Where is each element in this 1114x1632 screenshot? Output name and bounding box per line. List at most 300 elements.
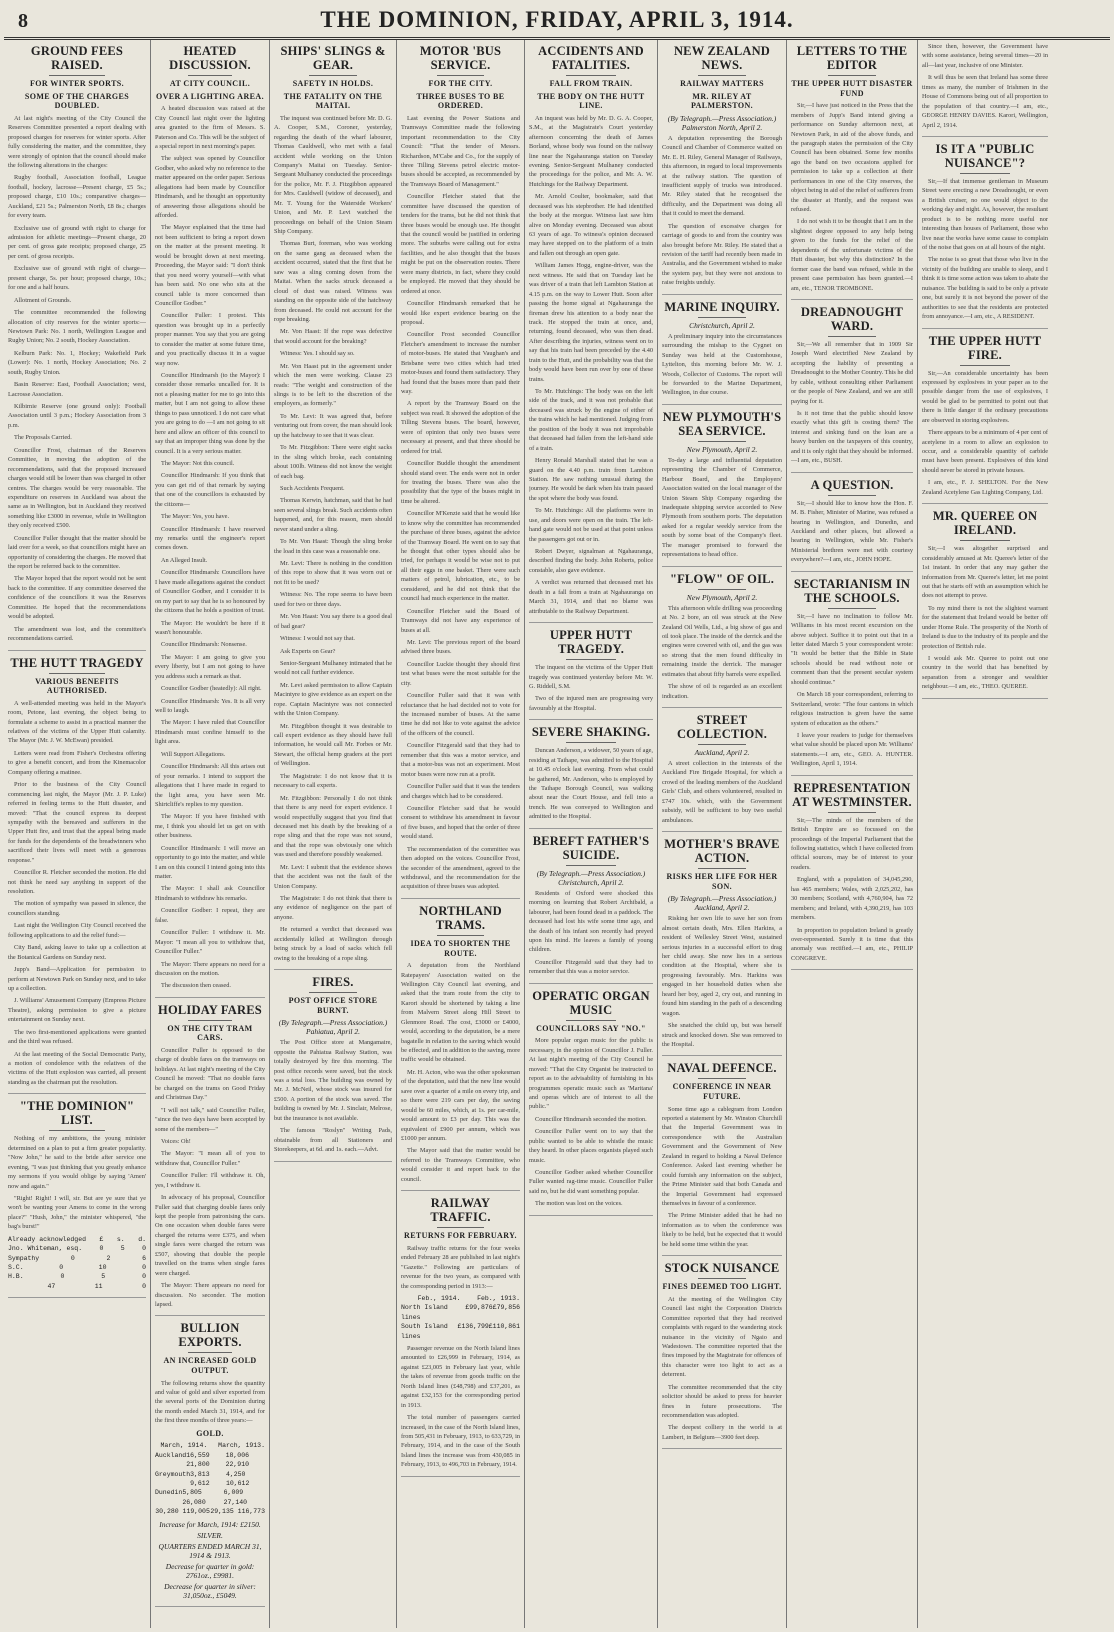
article	[662, 1061, 782, 1249]
article-paragraph: Kelburn Park: No. 1, Hockey; Wakefield Park (Lower): No. 1 north, Hockey Association; No. 2 south, Rugby Union.	[8, 349, 146, 376]
article-paragraph: Councillor Hindmarsh: I will move an opportunity to go into the matter, and while I am on this council I intend going into this matter.	[155, 844, 265, 880]
article-paragraph: At last night's meeting of the City Council the Reserves Committee presented a report dealing with proposed charges for reserves for winter sports. After fully considering the matter, and the committee, they were strongly of opinion that the council should make the following alterations in the charges:	[8, 114, 146, 169]
article-paragraph: Such Accidents Frequent.	[280, 484, 345, 492]
article-paragraph: Prior to the business of the City Council commencing last night, the Mayor (Mr. J. P. Luke) referred in feeling terms to the Hutt disaster, and moved: "That the council express its deepest sympathy with the bereaved and sufferers in the Upper Hutt fire, and trust that the appeal being made for funds for the dependents of the breadwinners who sacrificed their lives will meet with a generous response."	[8, 781, 146, 864]
article-separator	[8, 1093, 146, 1094]
article-paragraph: A verdict was returned that deceased met his death in a fall from a train at Ngahauranga on March 31, 1914, and that no blame was attributable to the Railway Department.	[529, 579, 653, 615]
table-cell: 0	[60, 1273, 65, 1281]
headline-rule	[828, 336, 877, 337]
headline-rule	[188, 75, 232, 76]
table-cell: Jno. Whiteman, esq.	[8, 1245, 83, 1253]
headline-rule	[566, 742, 616, 743]
article-paragraph: Witness: No. The rope seems to have been used for two or three days.	[274, 591, 392, 608]
column-1	[4, 40, 151, 1628]
article-paragraph: Councillor Fuller said that it was with reluctance that he had decided not to vote for the increased number of buses. At the same time he did not like to vote against the advice of the officers of the council.	[401, 692, 520, 737]
article-paragraph: An Alleged Insult.	[161, 556, 208, 564]
article-paragraph: The Mayor explained that the time had not been sufficient to bring a report down on the matter at the present meeting. It would be brought down at next meeting. Proceeding, the Mayor said: "I don't think that you need worry yourself—with what has been said. No one who sits at the council table is more concerned than Councillor Godber."	[155, 224, 265, 307]
article-paragraph: Mr. Fitzgibbon thought it was desirable to call expert evidence as they should have full information, he would call Mr. Forbes or Mr. Stewart, the official hemp graders at the port of Wellington.	[274, 722, 392, 768]
headline-rule	[698, 868, 746, 869]
table-footer-line: Decrease for quarter in gold: 2761oz., £9981.	[165, 1561, 255, 1580]
headline-rule	[437, 75, 485, 76]
article-paragraph: A report by the Tramway Board on the subject was read. It showed the adoption of the Tilling Stevens buses. The board, however, were of opinion that only two buses were necessary at present, and that three should be ordered for trial.	[401, 400, 520, 455]
article	[922, 42, 1048, 130]
article-separator	[274, 1161, 392, 1162]
article	[155, 1321, 265, 1599]
article-paragraph: Since then, however, the Government have with some assistance, being several times—20 in all—last year, inclusive of one Minister.	[922, 43, 1048, 69]
article-paragraph: She snatched the child up, but was herself struck and knocked down. She was removed to the Hospital.	[662, 1022, 782, 1048]
article-paragraph: Councillor Godber asked whether Councillor Fuller wanted rag-time music. Councillor Fuller said no, but he did want something popular.	[529, 1169, 653, 1195]
table-footer-line: QUARTERS ENDED MARCH 31, 1914 & 1913.	[158, 1541, 262, 1560]
headline-rule	[698, 317, 746, 318]
newspaper-title: THE DOMINION, FRIDAY, APRIL 3, 1914.	[320, 7, 794, 32]
article-subheading: AT CITY COUNCIL.	[169, 79, 251, 88]
data-table	[155, 1441, 265, 1516]
table-cell: Auckland	[155, 1451, 187, 1459]
article-separator	[791, 969, 913, 970]
article-paragraph: A preliminary inquiry into the circumstances surrounding the mishap to the Cygnet on Sunday was held at the Customhouse, Lyttelton, this morning before Mr. W. J. Woods, Collector of Customs. The report will be forwarded to the Marine Department, Wellington, in due course.	[662, 332, 782, 397]
article-subheading: POST OFFICE STORE BURNT.	[288, 996, 378, 1015]
data-table	[401, 1294, 520, 1341]
article-paragraph: Residents of Oxford were shocked this morning on learning that Robert Archibald, a labourer, had been found dead in a paddock. The deceased had lost his wife some time ago, and the death of his infant son recently had preyed upon his mind. He leaves a family of young children.	[529, 889, 653, 954]
article-headline: STREET COLLECTION.	[676, 713, 768, 742]
column-4	[397, 40, 525, 1628]
table-cell: 2	[106, 1254, 111, 1262]
article	[401, 904, 520, 1184]
table-cell: £136,799	[457, 1323, 489, 1331]
article	[791, 305, 913, 466]
article-headline: SEVERE SHAKING.	[531, 725, 651, 740]
table-cell: £99,876	[465, 1304, 493, 1312]
article-paragraph: Councillor Hindmarsh: Yes. It is all very well to laugh.	[155, 697, 265, 714]
article-paragraph: Sir,—An considerable uncertainty has been expressed by explosives in your paper as to the possible danger from the use of explosives, I would be glad to be permitted to point out that there is little danger if the ordinary precautions are observed in storing explosives.	[922, 369, 1048, 424]
article-paragraph: To Mr. Von Haast: Though the sling broke the load in this case was a reasonable one.	[274, 538, 392, 555]
article-paragraph: The total number of passengers carried increased, in the case of the North Island lines, from 505,431 in February, 1913, to 633,729, in February, 1914, and in the case of the South Island lines the increase was from 430,085 in February, 1913, to 496,703 in February, 1914.	[401, 1414, 520, 1469]
article	[662, 44, 782, 288]
article-headline: ACCIDENTS AND FATALITIES.	[538, 44, 644, 72]
article-paragraph: Councillor Fitzgerald said that they had to remember that this was a motor service, and that a motor-bus was not an experiment. Most motor buses were now run at a profit.	[401, 742, 520, 778]
table-cell: £	[99, 1235, 104, 1243]
article-paragraph: Mr. Von Haast: You say there is a good deal of bad gear?	[274, 613, 392, 630]
article-headline: MOTHER'S BRAVE ACTION.	[664, 837, 780, 866]
article-subheading: THREE BUSES TO BE ORDERED.	[416, 91, 505, 111]
article-paragraph: The Magistrate: I do not know that it is necessary to call experts.	[274, 772, 392, 790]
article-paragraph: It will thus be seen that Ireland has some three times as many, the number of Irishmen in the House of Commons being out of all proportion to the population of that country.—I am, etc., GEORGE HENRY DAVIES. Karori, Wellington, April 2, 1914.	[922, 74, 1048, 129]
article-headline: UPPER HUTT TRAGEDY.	[549, 628, 633, 657]
article-paragraph: I do not wish it to be thought that I am in the slightest degree opposed to any help being given to the funds for the relief of the dependents of the unfortunate victims of the Hutt disaster, but why this distinction? In the former case the band was refused, while in the present case permission has been granted.—I am, etc., TENOR TROMBONE.	[791, 218, 913, 292]
article-subheading: VARIOUS BENEFITS AUTHORISED.	[35, 676, 119, 696]
article-paragraph: Is it not time that the public should know exactly what this gift is costing them? The interest and sinking fund on the loan are a heavy burden on the taxpayers of this country, and it is only right that they should be informed.—I am, etc., BUSH.	[791, 410, 913, 465]
article-headline: SECTARIANISM IN THE SCHOOLS.	[793, 576, 911, 605]
headline-rule	[698, 1078, 746, 1079]
article-subheading: SAFETY IN HOLDS.	[292, 79, 374, 88]
article-paragraph: Ask Experts on Gear?	[280, 647, 336, 655]
article-paragraph: Councillor Fuller: I'll withdraw it. Oh, yes, I withdraw it.	[155, 1172, 265, 1189]
table-row	[155, 1507, 265, 1516]
article-paragraph: A street collection in the interests of the Auckland Fire Brigade Hospital, for which a crowd of the leading members of the Auckland Girls' Club, and others volunteered, resulted in £747 10s. which, with the Government subsidy, will be sufficient to buy two useful ambulances.	[662, 760, 782, 824]
article-subheading: FINES DEEMED TOO LIGHT.	[662, 1282, 782, 1292]
article-separator	[401, 1476, 520, 1477]
page-number: 8	[18, 10, 28, 32]
article-dateline: Auckland, April 2.	[694, 748, 750, 758]
article	[8, 1099, 146, 1291]
headline-rule	[309, 75, 356, 76]
article-dateline: New Plymouth, April 2.	[686, 444, 758, 454]
headline-rule	[188, 1020, 232, 1021]
table-cell: 18,006 22,910	[225, 1451, 250, 1469]
table-cell: Sympathy	[8, 1254, 40, 1262]
table-cell: Feb., 1914.	[417, 1294, 461, 1302]
article-paragraph: The Mayor: I shall ask Councillor Hindmarsh to withdraw his remarks.	[155, 885, 265, 902]
article	[529, 628, 653, 713]
article-subheading: RISKS HER LIFE FOR HER SON.	[666, 872, 778, 891]
article	[922, 334, 1048, 498]
article-separator	[662, 404, 782, 405]
table-row	[8, 1263, 146, 1272]
table-cell: £110,861	[488, 1323, 520, 1331]
headline-rule	[437, 935, 485, 936]
article-paragraph: Letters were read from Fisher's Orchestra offering to give a benefit concert, and from the Kinemacolor Company offering a matinee.	[8, 749, 146, 776]
article-paragraph: The famous "Roslyn" Writing Pads, obtainable from all Stationers and Storekeepers, at 6d. and 1s. each.—Advt.	[274, 1127, 392, 1154]
article-separator	[529, 828, 653, 829]
article-headline: FIRES.	[312, 975, 354, 990]
article-paragraph: The Prime Minister added that he had no information as to when the conference was likely to be held, but he expected that it would be held some time within the year.	[662, 1212, 782, 1248]
article-paragraph: Councillor Hindmarsh: I have reserved my remarks until the engineer's report comes down.	[155, 525, 265, 552]
table-cell: 6,009 27,140	[223, 1489, 248, 1506]
article-headline: NAVAL DEFENCE.	[667, 1061, 777, 1076]
article-separator	[791, 571, 913, 572]
table-cell: 11	[94, 1282, 103, 1290]
article-paragraph: The Mayor: I have ruled that Councillor Hindmarsh must confine himself to the light area.	[155, 719, 265, 746]
article-subheading: FOR THE CITY.	[428, 79, 493, 88]
article-paragraph: Thomas Kerwin, hatchman, said that he had seen several slings break. Such accidents often happened, and, for this reason, men should never stand under a sling.	[274, 497, 392, 533]
article-paragraph: A heated discussion was raised at the City Council last night over the lighting area granted to the firm of Messrs. S. Paterson and Co. This will be the subject of a special report in next morning's paper.	[155, 105, 265, 150]
article-paragraph: Councillor Hindmarsh: Nonsense.	[161, 641, 247, 649]
article-paragraph: At the last meeting of the Social Democratic Party, a motion of condolence with the relatives of the victims of the Hutt explosion was carried, all present standing as the chairman put the resolution.	[8, 1050, 146, 1086]
table-cell: 0	[142, 1273, 146, 1281]
article-paragraph: The Mayor said that the matter would be referred to the Tramways Committee, who would consider it and report back to the council.	[401, 1147, 520, 1183]
article-separator	[662, 294, 782, 295]
article-paragraph: Mr. Levi: I submit that the evidence shows that the accident was not the fault of the Union Company.	[274, 863, 392, 890]
article-paragraph: Duncan Anderson, a widower, 50 years of age, residing at Taihape, was admitted to the Hospital at 10.45 o'clock last evening. From what could be gathered, Mr. Anderson, who is employed by the Taihape Borough Council, was walking about near the Court House, and fell into a trench. He was conveyed to Wellington and admitted to the Hospital.	[529, 747, 653, 821]
article	[529, 834, 653, 977]
headline-rule	[49, 673, 104, 674]
article-paragraph: Sir,—I was altogether surprised and considerably amused at Mr. Queree's letter of the 1st instant. In order that any may gather the information from Mr. Queree's letter, let me point out that he starts off with an assumption which he does not attempt to prove.	[922, 545, 1048, 600]
article-paragraph: Two of the injured men are progressing very favourably at the Hospital.	[529, 695, 653, 712]
table-row	[8, 1254, 146, 1263]
article-paragraph: Councillor Fuller is opposed to the charge of double fares on the tramways on holidays. At last night's meeting of the City Council he moved: "That no double fares be charged on the trams on Good Friday and Christmas Day."	[155, 1047, 265, 1102]
table-row	[155, 1451, 265, 1470]
article-subheading: THE FATALITY ON THE MAITAI.	[283, 91, 383, 111]
article-paragraph: The recommendation of the committee was then adopted on the voices. Councillor Frost, the seconder of the amendment, agreed to the withdrawal, and the recommendation for the acquisition of three buses was adopted.	[401, 845, 520, 891]
article-paragraph: The committee recommended the following allocation of city reserves for the winter sports:—Newtown Park: No. 1 north, Wellington League and Rugby Union; No. 2 south, Hockey Association.	[8, 309, 146, 345]
table-row	[155, 1470, 265, 1489]
article-headline: A QUESTION.	[810, 477, 894, 492]
article-paragraph: The Post Office store at Mangamaire, opposite the Pahiatua Railway Station, was totally destroyed by fire this morning. The post office records were saved, but the stock was a total loss. The building was owned by Mr. J. McNeil, whose stock was insured for £500. A portion of the stock was saved. The building is owned by Mr. J. Sinclair, Melrose, but the insurance is not available.	[274, 1039, 392, 1122]
article	[274, 44, 392, 963]
article-separator	[922, 328, 1048, 329]
article-paragraph: To Mr. Hutchings: The body was on the left side of the track, and it was not probable that deceased was struck by the engine of either of the trains which he had mentioned. Judging from the position of the body it was not improbable that deceased had fallen from the left-hand side of a train.	[529, 388, 653, 452]
article-subheading: RAILWAY MATTERS	[680, 79, 764, 88]
article	[791, 44, 913, 293]
article-headline: STOCK NUISANCE	[664, 1261, 780, 1276]
article-headline: OPERATIC ORGAN MUSIC	[532, 988, 650, 1017]
article-paragraph: Councillor Frost, chairman of the Reserves Committee, in moving the adoption of the recommendations, said that the proposed increased charges would still be lower than was charged in other centres. The charges would be very reasonable. The expenditure on reserves in Auckland was about the same as in Wellington, but in Auckland they received something like £3000 in revenue, while in Wellington they only received £500.	[8, 446, 146, 530]
article-separator	[401, 898, 520, 899]
article-paragraph: This afternoon while drilling was proceeding at No. 2 bore, an oil was struck at the New Zealand Oil Wells, Ltd., a big show of gas and oil took place. The inside of the derrick and the engines were covered with oil, and the gas was so strong that the men found difficulty in remaining inside the derrick. The manager estimates that about fifty barrels were expelled.	[662, 604, 782, 678]
table-footer-line: Increase for March, 1914: £2150.	[159, 1519, 261, 1529]
article-separator	[662, 1255, 782, 1256]
article-paragraph: Mr. H. Acton, who was the other spokesman of the deputation, said that the new line would save over a quarter of a mile on every trip, and so there were 219 cars per day, the saving would be 60 miles, which, at 1s. per car-mile, would amount to £3 per day. This was the equivalent of £900 per annum, which was £1000 per annum.	[401, 1068, 520, 1142]
headline-rule	[698, 75, 746, 76]
article-paragraph: A deputation representing the Borough Council and Chamber of Commerce waited on Mr. E. H. Riley, General Manager of Railways, this afternoon, in regard to local improvements at the railway station. The question of insufficient supply of trucks was introduced. Mr. Riley stated that he recognised the difficulty, and the Department was doing all that it could to meet the demand.	[662, 134, 782, 218]
article-paragraph: A well-attended meeting was held in the Mayor's room, Petone, last evening, the object being to formulate a scheme to assist in a practical manner the relatives of the victims of the Upper Hutt calamity. The Mayor (Mr. J. W. McEwan) presided.	[8, 699, 146, 745]
article-separator	[662, 831, 782, 832]
table-cell: 16,559 21,800	[186, 1451, 210, 1469]
article-paragraph: England, with a population of 34,045,290, has 465 members; Wales, with 2,025,202, has 30 members; Scotland, with 4,760,904, has 72 members; and Ireland, with 4,390,219, has 103 members.	[791, 876, 913, 922]
article-paragraph: Councillor Fitzgerald said that they had to remember that this was a motor service.	[529, 958, 653, 976]
headline-rule	[828, 608, 877, 609]
article-paragraph: Senior-Sergeant Mulhaney intimated that he would not call further evidence.	[274, 659, 392, 677]
article-paragraph: Councillor Hindmarsh: Councillors have I have made allegations against the conduct of Councillor Godber, and I consider it is on my part to say that he is so honoured by the citizens that he holds a position of trust.	[155, 569, 265, 615]
article-paragraph: Exclusive use of ground with right to charge for admission for athletic meetings—Present charge, 20 per cent. of gross gate receipts; proposed charge, 25 per cent. of gross receipts.	[8, 224, 146, 260]
article	[529, 989, 653, 1209]
article-paragraph: Councillor Fuller said that it was the tenders and charges which had to be considered.	[401, 783, 520, 800]
article	[274, 975, 392, 1154]
article-subheading: ON THE CITY TRAM CARS.	[167, 1023, 253, 1043]
headline-rule	[828, 812, 877, 813]
article-headline: NORTHLAND TRAMS.	[419, 903, 502, 932]
article-paragraph: Councillor Luckie thought they should first test what buses were the most suitable for the city.	[401, 660, 520, 687]
article-paragraph: Passenger revenue on the North Island lines amounted to £26,999 in February, 1914, as against £23,005 in February last year, while the takes of revenue from goods traffic on the North Island lines (£48,798) and £37,201, as against £32,153 for the corresponding period in 1913.	[401, 1345, 520, 1409]
article	[155, 1003, 265, 1310]
article-paragraph: Allotment of Grounds.	[14, 296, 72, 304]
article-paragraph: "Right! Right! I will, sir. But are ye sure that ye won't be wanting your Amens to come in the wrong place?" "Hush, John," the minister whispered, "the bag's burst!"	[8, 1194, 146, 1231]
article-paragraph: On March 18 your correspondent, referring to Switzerland, wrote: "The four cantons in which religious instruction is given have the same system of education as the others."	[791, 691, 913, 727]
article-paragraph: Sir,—I have no inclination to follow Mr. Williams in his most recent excursion on the above subject. Suffice it to point out that in a letter dated March 5 your correspondent wrote: "It would be better that the Bible in State schools should be read without note or comment than that the present secular system should continue."	[791, 612, 913, 686]
table-cell: South Island lines	[401, 1323, 448, 1340]
article	[401, 44, 520, 892]
article-headline: HEATED DISCUSSION.	[169, 44, 251, 72]
headline-rule	[828, 75, 877, 76]
table-cell: 0	[70, 1254, 75, 1262]
table-row	[401, 1303, 520, 1322]
column-6	[658, 40, 787, 1628]
article-subheading: OVER A LIGHTING AREA.	[156, 91, 264, 101]
article-paragraph: Last evening the Power Stations and Tramways Committee made the following important recommendation to the City Council: "That the tender of Messrs. Richardson, M'Cabe and Co., for the supply of three Tilling Stevens petrol electric motor-buses should be accepted, as recommended by the Tramways Board of Management."	[401, 114, 520, 188]
table-cell: Greymouth	[155, 1470, 191, 1478]
headline-rule	[828, 495, 877, 496]
table-row	[8, 1244, 146, 1253]
article-paragraph: Mr. Levi asked permission to allow Captain Macintyre to give evidence as an expert on the rope. Captain Macintyre was not connected with the Union Company.	[274, 681, 392, 718]
headline-rule	[566, 865, 616, 866]
article	[529, 725, 653, 822]
headline-rule	[698, 441, 746, 442]
article-headline: IS IT A "PUBLIC NUISANCE"?	[935, 141, 1035, 170]
masthead	[4, 0, 1110, 40]
headline-rule	[698, 744, 746, 745]
table-cell: 0	[142, 1245, 146, 1253]
article-paragraph: At the meeting of the Wellington City Council last night the Corporation Districts Committee reported that they had received complaints with regard to the wandering stock nuisance in the vicinity of Ngaio and Wadestown. The committee reported that the fines imposed by the Magistrate for offences of this character were too light to act as a deterrent.	[662, 1295, 782, 1379]
article-paragraph: The Mayor hoped that the report would not be sent back to the committee. If any committee deserved the confidence of the councillors it was the Reserves Committee. He hoped that the recommendations would be adopted.	[8, 575, 146, 621]
table-cell: 3,813 9,612	[190, 1470, 210, 1488]
article-subheading: COUNCILLORS SAY "NO."	[536, 1023, 646, 1033]
article-paragraph: An inquest was held by Mr. D. G. A. Cooper, S.M., at the Magistrate's Court yesterday afternoon concerning the death of James Borland, whose body was found on the railway line near the Ngahauranga station on Tuesday evening. Senior-Sergeant Mulhaney conducted the proceedings for the police, and Mr. A. W. Hutchings for the Railway Department.	[529, 114, 653, 188]
article-separator	[529, 622, 653, 623]
article-paragraph: Robert Dwyer, signalman at Ngahauranga, described finding the body. John Roberts, police constable, also gave evidence.	[529, 548, 653, 574]
article-paragraph: Councillor Hindmarsh remarked that he would like expert evidence bearing on the proposal.	[401, 300, 520, 326]
article-paragraph: There appears to be a minimum of 4 per cent of acetylene in a room to allow an explosion to occur, and a considerable quantity of carbide must have been present. Explosives of this kind should never be stored in private houses.	[922, 429, 1048, 474]
headline-rule	[566, 75, 616, 76]
article-paragraph: Councillor Hindmarsh seconded the motion.	[535, 1115, 647, 1123]
table-cell: 5	[101, 1273, 106, 1281]
headline-rule	[698, 1278, 746, 1279]
article-paragraph: The subject was opened by Councillor Godber, who asked why no reference to the matter appeared on the order paper. Serious allegations had been made by Councillor Hindmarsh, and he thought an opportunity of answering those allegations should be afforded.	[155, 155, 265, 219]
article-headline: BULLION EXPORTS.	[178, 1321, 242, 1350]
table-row	[401, 1322, 520, 1341]
article-paragraph: Councillor Fuller went on to say that the public wanted to be able to whistle the music they heard. In other places organists played such music.	[529, 1128, 653, 1164]
article-paragraph: The inquest was continued before Mr. D. G. A. Cooper, S.M., Coroner, yesterday, regarding the death of the wharf labourer, Thomas Cauldwell, who met with a fatal accident while working on the Union Company's Maitai on Tuesday. Senior-Sergeant Mulhaney conducted the proceedings for the police, Mr. F. J. Fitzgibbon appeared for Mrs. Cauldwell (widow of deceased), and Mr. T. Young for the Waterside Workers' Union, and Mr. P. Levi watched the proceedings on behalf of the Union Steam Ship Company.	[274, 114, 392, 236]
article-paragraph: Councillor M'Kenzie said that he would like to know why the committee has recommended the purchase of three buses, against the advice of the Tramway Board. He went on to say that he thought that other types should also be tried, for perhaps it would be wise not to put all their eggs in one basket. There were such matters of petrol, lubrication, etc., to be considered, and he did not think that the council had much experience in the matter.	[401, 510, 520, 603]
column-5	[525, 40, 658, 1628]
article-headline: NEW PLYMOUTH'S SEA SERVICE.	[662, 409, 782, 438]
article-paragraph: Sir,—I should like to know how the Hon. F. M. B. Fisher, Minister of Marine, was refused a hearing in Wellington, and Dunedin, and Auckland and other places, but allowed a hearing in Wellington, while Mr. Fisher's Ministerial brethren were met with courtesy everywhere?—I am, etc., JOHN HOPE.	[791, 499, 913, 564]
headline-rule	[566, 1020, 616, 1021]
article-paragraph: I am, etc., F. J. SHELTON. For the New Zealand Acetylene Gas Lighting Company, Ltd.	[922, 479, 1048, 496]
article-dateline: New Plymouth, April 2.	[686, 592, 758, 602]
article-separator	[662, 707, 782, 708]
article-subheading: SOME OF THE CHARGES DOUBLED.	[24, 91, 130, 111]
article	[922, 509, 1048, 692]
article-separator	[529, 983, 653, 984]
headline-rule	[188, 1352, 232, 1353]
article	[662, 837, 782, 1049]
article-paragraph: A deputation from the Northland Ratepayers' Association waited on the Wellington City Council last evening, and asked that the tram route from the city to Karori should be shortened by taking a line from Malvern Street along Hill Street to Glenmore Road. The cost, £3000 or £4000, would, according to the deputation, be a mere bagatelle in relation to the saving which would be effected, and in addition to the saving, more traffic would be obtained.	[401, 962, 520, 1064]
headline-rule	[960, 365, 1010, 366]
article-paragraph: Risking her own life to save her son from almost certain death, Mrs. Ellen Harkins, a resident of Wellesley Street West, sustained serious injuries in a successful effort to drag her child away. She now lies in a serious condition at the Hospital, where she is progressing favourably. Mrs. Harkins was engaged in her household duties when she heard her boy, aged 2, cry out, and running in found him standing in the path of a descending wagon.	[662, 915, 782, 1017]
column-2	[151, 40, 270, 1628]
article-paragraph: Voices: Oh!	[161, 1137, 191, 1145]
article-paragraph: I leave your readers to judge for themselves what value should be placed upon Mr. Williams' statements.—I am, etc., GEO. A. HUNTER. Wellington, April 1, 1914.	[791, 731, 913, 768]
table-row	[8, 1282, 146, 1291]
article-paragraph: To my mind there is not the slightest warrant for the statement that Ireland would be better off under Home Rule. The prosperity of the North of Ireland is due to the industry of its people and the protection of British rule.	[922, 604, 1048, 650]
article-paragraph: The show of oil is regarded as an excellent indication.	[662, 683, 782, 700]
headline-rule	[309, 992, 356, 993]
article-paragraph: Mr. Von Haast put in the agreement under which the men were working. Clause 23 reads: "The weight and construction of the slings is to be left to the discretion of the employers, as formerly."	[274, 362, 392, 408]
article	[8, 656, 146, 1088]
table-row	[155, 1441, 265, 1450]
table-cell: 6	[142, 1254, 146, 1262]
table-cell: 0	[142, 1282, 146, 1290]
article-subheading: RETURNS FOR FEBRUARY.	[404, 1231, 517, 1241]
article	[791, 781, 913, 964]
article-paragraph: Sir,—I have just noticed in the Press that the members of Jupp's Band intend giving a performance on Sunday afternoon next, at Newtown Park, in aid of the above funds, and the paragraph states the permission of the City Council has been obtained. Some few months ago the band on two occasions applied for permission to take up a collection at their performances in one of the City reserves, the object being in aid of the relief of sufferers from the disaster at Huntly, and the request was refused.	[791, 102, 913, 213]
article-headline: GROUND FEES RAISED.	[30, 44, 124, 72]
article-subheading: CONFERENCE IN NEAR FUTURE.	[672, 1082, 772, 1101]
article-paragraph: Mr. Arnold Coulter, bookmaker, said that deceased was his stepbrother. He had identified the body at the morgue. Witness last saw him alive on Monday evening. Deceased was about 63 years of age. To witness's opinion deceased may have stepped on to the platform of a train and fallen out through an open gate.	[529, 193, 653, 257]
article-paragraph: In advocacy of his proposal, Councillor Fuller said that charging double fares only kept the people from patronising the cars. On one occasion when double fares were charged the returns were £375, and when single fares were charged the return was £507, showing that double the people travelled on the trams when single fares were charged.	[155, 1194, 265, 1277]
article-paragraph: The deepest colliery in the world is at Lambert, in Belgium—3900 feet deep.	[662, 1424, 782, 1441]
article-paragraph: Thomas Burt, foreman, who was working on the same gang as deceased when the accident occurred, stated that the first that he saw was a sling coming down from the Maitai. When the sacks struck deceased a cloud of dust was raised. Witness was standing on the opposite side of the hatchway from deceased. He could not account for the rope breaking.	[274, 240, 392, 323]
table-cell: 5	[120, 1245, 125, 1253]
article-paragraph: To Mr. Hutchings: All the platforms were in use, and doors were open on the train. The left-hand gate would not be used at that point unless the passengers got out or in.	[529, 507, 653, 543]
table-cell: March, 1913.	[218, 1442, 265, 1450]
article	[791, 577, 913, 769]
headline-rule	[49, 75, 104, 76]
article	[922, 142, 1048, 322]
headline-rule	[566, 659, 616, 660]
table-cell: 5,805 26,080	[182, 1489, 206, 1506]
article-subheading: MR. RILEY AT PALMERSTON.	[690, 91, 754, 111]
article-paragraph: Councillor Fuller thought that the matter should be laid over for a week, so that councillors might have an opportunity of considering the charges. He moved that the report be referred back to the committee.	[8, 534, 146, 571]
article-paragraph: Councillor R. Fletcher seconded the motion. He did not think he need say anything in support of the resolution.	[8, 869, 146, 896]
article-headline: BEREFT FATHER'S SUICIDE.	[532, 833, 650, 862]
article-separator	[155, 1315, 265, 1316]
data-table	[8, 1235, 146, 1292]
article-paragraph: Witness: Yes. I should say so.	[280, 350, 355, 358]
article-paragraph: The Mayor: Yes, you have.	[161, 513, 230, 521]
article-paragraph: Councillor Hindmarsh: All this arises out of your remarks. I intend to support the allegations that I have made in regard to the light area, you have seen Mr. Shirtcliffe's replies to my question.	[155, 763, 265, 808]
article-headline: NEW ZEALAND NEWS.	[673, 44, 771, 72]
table-footer-line: SILVER.	[197, 1530, 223, 1540]
article-paragraph: Jupp's Band—Application for permission to perform at Newtown Park on Sunday next, and to take up a collection.	[8, 966, 146, 992]
article-paragraph: Councillor Frost seconded Councillor Fletcher's amendment to increase the number of motor-buses. He stated that Vaughan's and Brisbane were two cities which had tried motor-buses and found them satisfactory. They had found that the buses more than paid their way.	[401, 331, 520, 396]
table-title: GOLD.	[196, 1428, 224, 1438]
table-row	[8, 1235, 146, 1244]
table-cell: 10	[98, 1263, 107, 1271]
article-paragraph: The motion was lost on the voices.	[535, 1200, 623, 1208]
article-paragraph: The following returns show the quantity and value of gold and silver exported from the several ports of the Dominion during the month ended March 31, 1914, and for the first three months of three years:—	[155, 1379, 265, 1425]
article-paragraph: More popular organ music for the public is necessary, in the opinion of Councillor J. Fuller. At last night's meeting of the City Council he moved: "That the City Organist be instructed to report as to the advisability of furnishing in his programmes operatic music such as 'Maritana' and operas which are of interest to all the public."	[529, 1037, 653, 1111]
article-paragraph: Henry Ronald Marshall stated that he was a guard on the 4.40 p.m. train from Lambton Station. He saw nothing unusual during the journey. He would be dark when his train passed the spot where the body was found.	[529, 457, 653, 502]
article-separator	[155, 997, 265, 998]
article-separator	[8, 1297, 146, 1298]
article-subheading: THE UPPER HUTT DISASTER FUND	[791, 79, 913, 98]
article-headline: HOLIDAY FARES	[158, 1002, 262, 1017]
table-row	[155, 1488, 265, 1507]
article-paragraph: The motion of sympathy was passed in silence, the councillors standing.	[8, 900, 146, 917]
article-separator	[791, 775, 913, 776]
article-paragraph: Witness: I would not say that.	[280, 635, 355, 643]
article-paragraph: The Mayor: There appears no need for a discussion on the motion.	[155, 960, 265, 977]
article-subheading: FALL FROM TRAIN.	[549, 79, 633, 88]
article-paragraph: "I will not talk," said Councillor Fuller, "since the two days have been accepted by some of the members—"	[155, 1106, 265, 1133]
article-separator	[922, 136, 1048, 137]
article-separator	[155, 1606, 265, 1607]
article-paragraph: Mr. Levi: The previous report of the board advised three buses.	[401, 638, 520, 656]
table-cell: H.B.	[8, 1273, 24, 1281]
article-separator	[529, 1215, 653, 1216]
headline-rule	[49, 1130, 104, 1131]
article-paragraph: The Mayor: He wouldn't be here if it wasn't honourable.	[155, 619, 265, 636]
article-paragraph: To Mr. Fitzgibbon: There were eight sacks in the sling which broke, each containing about 100lb. Witness did not know the weight of each bag.	[274, 444, 392, 480]
article-paragraph: The discussion then ceased.	[161, 982, 231, 990]
headline-rule	[437, 1227, 485, 1228]
article-paragraph: The two first-mentioned applications were granted and the third was refused.	[8, 1028, 146, 1046]
table-cell: 30,280 119,005	[155, 1508, 210, 1516]
article	[662, 300, 782, 398]
table-footer-line: Decrease for quarter in silver: 31,050oz., £5049.	[164, 1581, 256, 1600]
article-separator	[791, 472, 913, 473]
table-cell: 4,250 10,612	[225, 1470, 250, 1488]
article-paragraph: The Mayor: "I mean all of you to withdraw that, Councillor Fuller."	[155, 1150, 265, 1167]
article-paragraph: The Mayor: Not this council.	[161, 459, 235, 467]
article-dateline: (By Telegraph.—Press Association.) Pahiatua, April 2.	[278, 1018, 388, 1037]
article-headline: DREADNOUGHT WARD.	[800, 304, 904, 333]
article-paragraph: Sir,—We all remember that in 1909 Sir Joseph Ward electrified New Zealand by accepting the liability of presenting a Dreadnought to the Mother Country. This he did by cable, without consulting either Parliament or the people of New Zealand, and we are still paying for it.	[791, 340, 913, 405]
article-paragraph: The Proposals Carried.	[14, 434, 72, 442]
article-paragraph: Councillor Fletcher stated that the committee have discussed the question of tenders for the trams, but he did not think that three buses would be enough use. He thought that the council would be justified in ordering more. The suburbs were calling out for extra facilities, and he also thought that the buses might be put on the observation routes. There were many districts, in fact, where they could be employed. He moved that they should be ordered at once.	[401, 193, 520, 295]
article-dateline: (By Telegraph.—Press Association.) Christchurch, April 2.	[536, 868, 646, 887]
